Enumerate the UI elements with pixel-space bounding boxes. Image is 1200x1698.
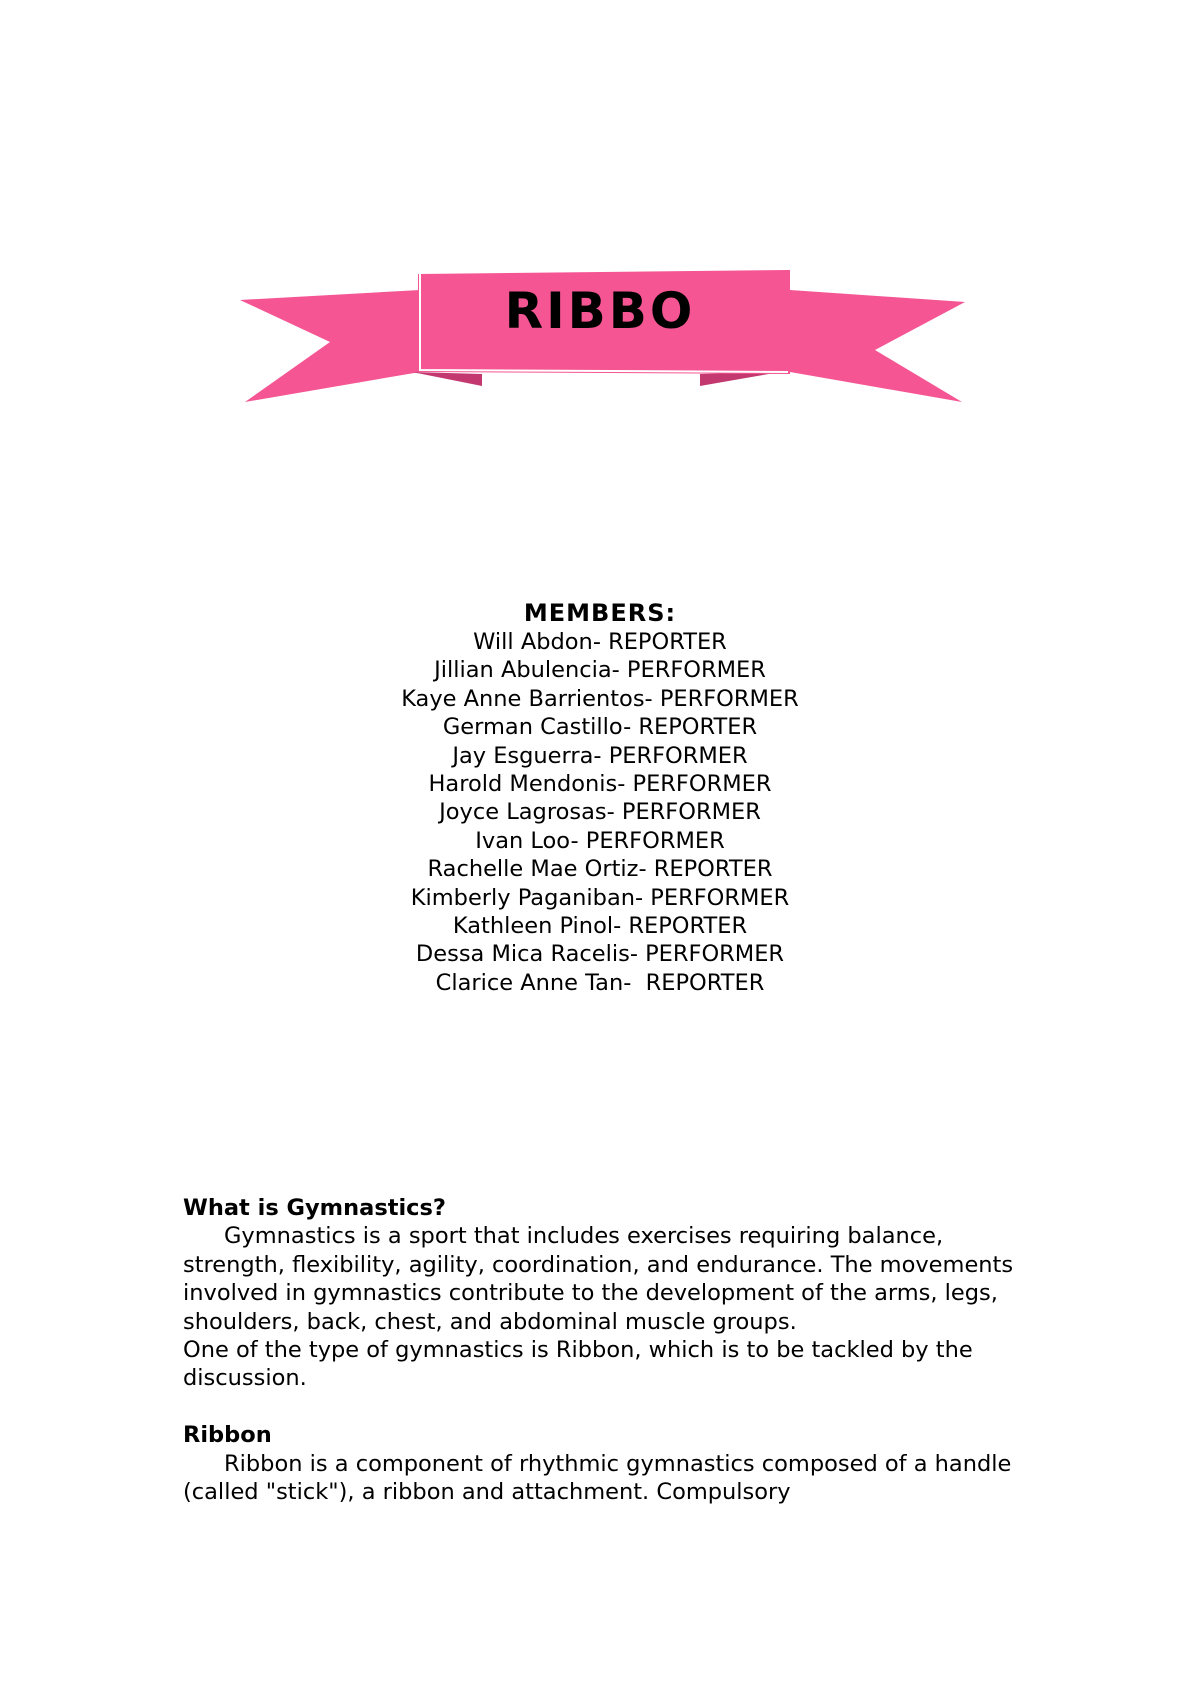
gymnastics-type-paragraph: One of the type of gymnastics is Ribbon, which is to be tackled by the discussion.: [183, 1337, 973, 1392]
ribbon-heading: Ribbon: [183, 1422, 272, 1449]
ribbon-right-fold: [700, 372, 780, 386]
member-item: Kathleen Pinol- REPORTER: [452, 913, 748, 940]
banner-title: RIBBO: [504, 282, 696, 340]
member-item: Jillian Abulencia- PERFORMER: [434, 657, 766, 684]
members-heading: MEMBERS:: [523, 599, 677, 627]
member-item: German Castillo- REPORTER: [442, 714, 758, 741]
ribbon-right-tail: [790, 290, 965, 402]
members-section: [300, 598, 900, 997]
member-item: Joyce Lagrosas- PERFORMER: [439, 799, 761, 826]
member-item: Jay Esguerra- PERFORMER: [452, 742, 748, 769]
member-item: Ivan Loo- PERFORMER: [475, 827, 725, 854]
member-list: [300, 628, 900, 997]
gymnastics-paragraph: Gymnastics is a sport that includes exercises requiring balance, strength, flexibility, agility, coordination, and endurance. The movements involved in gymnastics contribute to the development of the arms, legs, shoulders, back, chest, and abdominal muscle groups.: [183, 1223, 1014, 1335]
document-body: [183, 1194, 1033, 1506]
paragraph-spacer: [183, 1393, 1033, 1421]
ribbon-left-fold: [412, 372, 482, 386]
member-item: Kaye Anne Barrientos- PERFORMER: [401, 685, 799, 712]
ribbon-paragraph: Ribbon is a component of rhythmic gymnastics composed of a handle (called "stick"), a ribbon and attachment. Compulsory: [183, 1450, 1012, 1506]
ribbon-left-tail: [240, 290, 420, 402]
member-item: Dessa Mica Racelis- PERFORMER: [415, 941, 785, 968]
title-banner: [0, 0, 1200, 430]
member-item: Will Abdon- REPORTER: [473, 629, 727, 655]
member-item: Harold Mendonis- PERFORMER: [428, 771, 772, 798]
gymnastics-heading: What is Gymnastics?: [183, 1195, 446, 1221]
ribbon-banner-graphic: [0, 0, 1200, 430]
member-item: Rachelle Mae Ortiz- REPORTER: [427, 856, 773, 883]
member-item: Clarice Anne Tan- REPORTER: [435, 969, 765, 996]
member-item: Kimberly Paganiban- PERFORMER: [410, 884, 790, 911]
